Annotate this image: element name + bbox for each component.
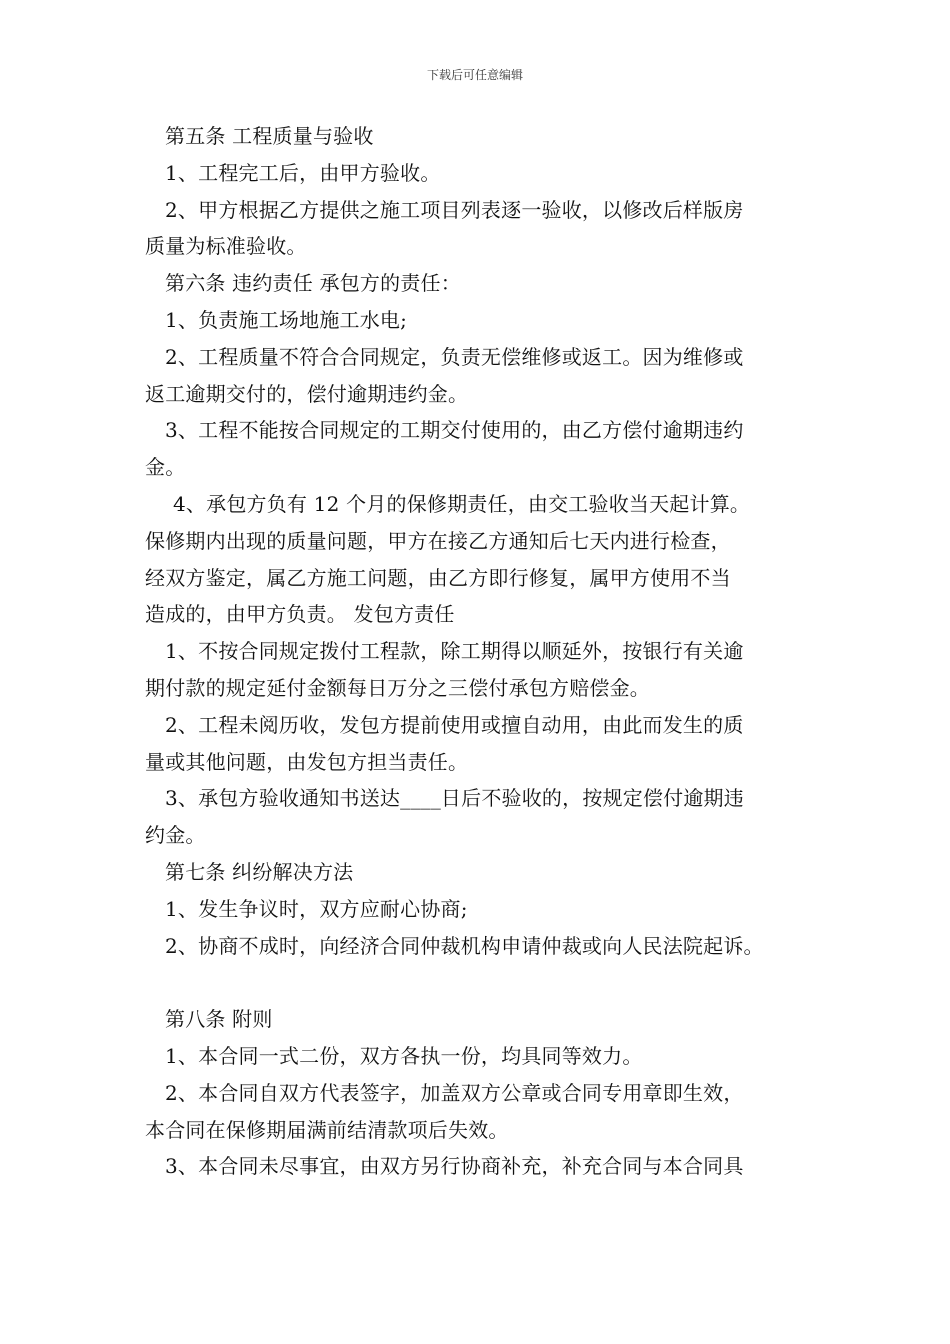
document-line: 量或其他问题，由发包方担当责任。 — [145, 749, 469, 774]
document-line: 2、本合同自双方代表签字，加盖双方公章或合同专用章即生效， — [165, 1080, 744, 1105]
document-line: 第八条 附则 — [165, 1007, 273, 1032]
document-line: 质量为标准验收。 — [145, 234, 307, 259]
document-line: 3、工程不能按合同规定的工期交付使用的，由乙方偿付逾期违约 — [165, 418, 744, 443]
document-line: 第七条 纠纷解决方法 — [165, 859, 354, 884]
document-line: 1、发生争议时，双方应耐心协商; — [165, 896, 468, 921]
document-line: 2、工程质量不符合合同规定，负责无偿维修或返工。因为维修或 — [165, 344, 744, 369]
document-line: 1、工程完工后，由甲方验收。 — [165, 160, 441, 185]
document-line: 造成的，由甲方负责。 发包方责任 — [145, 602, 455, 627]
document-line: 1、负责施工场地施工水电; — [165, 307, 408, 332]
document-line: 1、本合同一式二份，双方各执一份，均具同等效力。 — [165, 1043, 643, 1068]
document-line: 3、本合同未尽事宜，由双方另行协商补充，补充合同与本合同具 — [165, 1154, 744, 1179]
document-line: 返工逾期交付的，偿付逾期违约金。 — [145, 381, 469, 406]
page-header: 下载后可任意编辑 — [426, 68, 523, 82]
document-body — [145, 118, 825, 1185]
document-line: 经双方鉴定，属乙方施工问题，由乙方即行修复，属甲方使用不当 — [145, 565, 731, 590]
document-line: 4、承包方负有 12 个月的保修期责任，由交工验收当天起计算。 — [173, 491, 751, 516]
document-line — [145, 964, 825, 1001]
document-line: 期付款的规定延付金额每日万分之三偿付承包方赔偿金。 — [145, 675, 650, 700]
document-line: 2、协商不成时，向经济合同仲裁机构申请仲裁或向人民法院起诉。 — [165, 933, 764, 958]
document-line: 金。 — [145, 455, 186, 480]
document-line: 第五条 工程质量与验收 — [165, 124, 374, 148]
document-line: 2、工程未阅历收，发包方提前使用或擅自动用，由此而发生的质 — [165, 712, 744, 737]
document-line: 1、不按合同规定拨付工程款，除工期得以顺延外，按银行有关逾 — [165, 639, 744, 664]
document-line: 约金。 — [145, 823, 206, 848]
document-line: 3、承包方验收通知书送达____日后不验收的，按规定偿付逾期违 — [165, 786, 744, 811]
document-line: 本合同在保修期届满前结清款项后失效。 — [145, 1117, 509, 1142]
document-line: 2、甲方根据乙方提供之施工项目列表逐一验收，以修改后样版房 — [165, 197, 744, 222]
document-line: 第六条 违约责任 承包方的责任： — [165, 271, 461, 296]
document-line: 保修期内出现的质量问题，甲方在接乙方通知后七天内进行检查， — [145, 528, 731, 553]
